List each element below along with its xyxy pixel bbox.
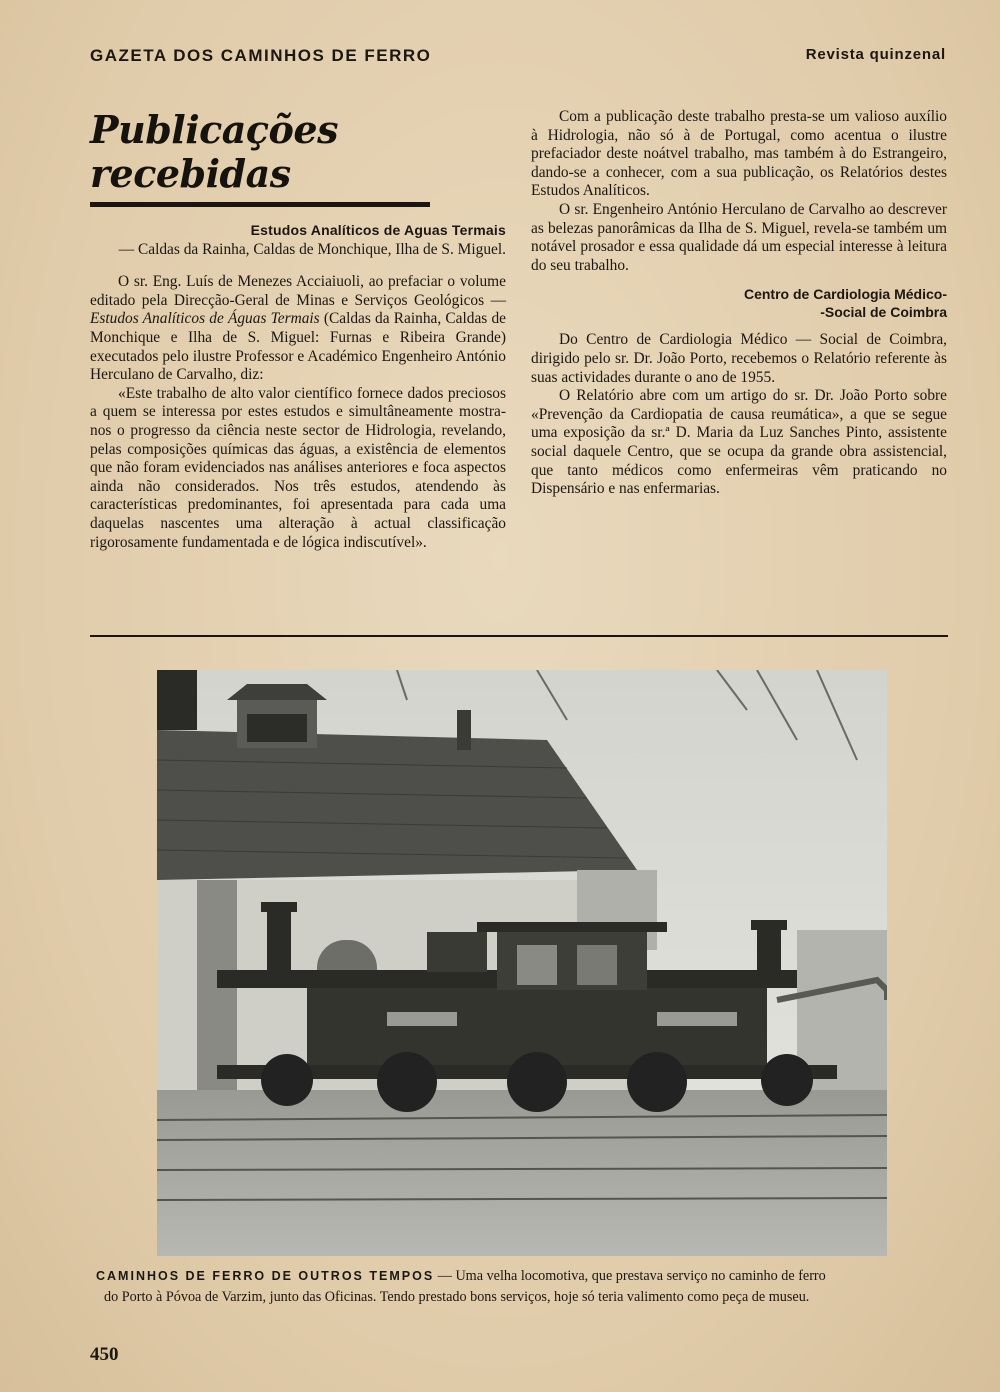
article2-heading-line1: Centro de Cardiologia Médico- (743, 286, 947, 303)
article1-paragraph-4: O sr. Engenheiro António Herculano de Carvalho ao descrever as belezas panorâmicas da Ilha de S. Miguel, revela-se também um notável prosador e essa qualidade dá um especial interesse à leitura do seu trabalho. (531, 200, 947, 274)
left-column (90, 108, 506, 552)
article1-paragraph-3: Com a publicação deste trabalho presta-se um valioso auxílio à Hidrologia, não só à de Portugal, como acentua o ilustre prefaciador deste noátvel trabalho, mas também à do Estrangeiro, dando-se a conhecer, com a sua publicação, os Relatórios destes Estudos Analíticos. (531, 108, 947, 200)
article2-heading (531, 285, 947, 321)
caption-line2: do Porto à Póvoa de Varzim, junto das Oficinas. Tendo prestado bons serviços, hoje só teria valimento como peça de museu. (104, 1289, 810, 1305)
locomotive-illustration (157, 670, 887, 1256)
section-divider (90, 635, 948, 637)
issue-type: Revista quinzenal (805, 46, 946, 63)
article1-paragraph-1 (90, 273, 506, 385)
article1-heading-subtitle: — Caldas da Rainha, Caldas de Monchique, Ilha de S. Miguel. (118, 240, 506, 258)
article1-heading (90, 221, 506, 259)
publication-name: GAZETA DOS CAMINHOS DE FERRO (90, 46, 432, 65)
title-underline (90, 202, 430, 207)
photo-caption (96, 1266, 946, 1308)
article2-paragraph-1: Do Centro de Cardiologia Médico — Social de Coimbra, dirigido pelo sr. Dr. João Porto, recebemos o Relatório referente às suas actividades durante o ano de 1955. (531, 331, 947, 386)
locomotive-photo (157, 670, 887, 1256)
article1-p1-text-a: O sr. Eng. Luís de Menezes Acciaiuoli, ao prefaciar o volume editado pela Direcção-Geral de Minas e Serviços Geológicos — (90, 273, 506, 309)
page-number: 450 (90, 1344, 119, 1365)
article2-heading-line2: -Social de Coimbra (820, 304, 947, 321)
article2-paragraph-2: O Relatório abre com um artigo do sr. Dr. João Porto sobre «Prevenção da Cardiopatia de causa reumática», a que se segue uma exposição da sr.ª D. Maria da Luz Sanches Pinto, assistente social daquele Centro, que se ocupa da grande obra assistencial, que tanto médicos como enfermeiras vêm praticando no Dispensário e nas enfermarias. (531, 387, 947, 498)
article1-paragraph-2: «Este trabalho de alto valor científico fornece dados preciosos a quem se interessa por estes estudos e simultâneamente mostra-nos o progresso da ciência neste sector de Hidrologia, revelando, pelas composições químicas das águas, a existência de elementos que não foram evidenciados nas análises anteriores e foca aspectos ainda não considerados. Nos três estudos, atendendo às características predominantes, foi apresentada para cada uma daquelas nascentes uma alteração à actual classificação rigorosamente fundamentada e de lógica indiscutível». (90, 384, 506, 551)
caption-line1: — Uma velha locomotiva, que prestava serviço no caminho de ferro (434, 1268, 826, 1284)
running-head (90, 46, 946, 72)
section-title: Publicações recebidas (90, 107, 338, 196)
right-column (531, 108, 947, 499)
caption-label: CAMINHOS DE FERRO DE OUTROS TEMPOS (96, 1269, 435, 1283)
article1-p1-book-title: Estudos Analíticos de Águas Termais (90, 310, 320, 328)
article1-heading-title: Estudos Analíticos de Aguas Termais (250, 222, 506, 238)
article1-p1-text-b: (Caldas da Rainha, Caldas de Monchique e Ilha de S. Miguel: Furnas e Ribeira Grande) executados pelo ilustre Professor e Académico Engenheiro António Herculano de Carvalho, diz: (90, 310, 506, 384)
